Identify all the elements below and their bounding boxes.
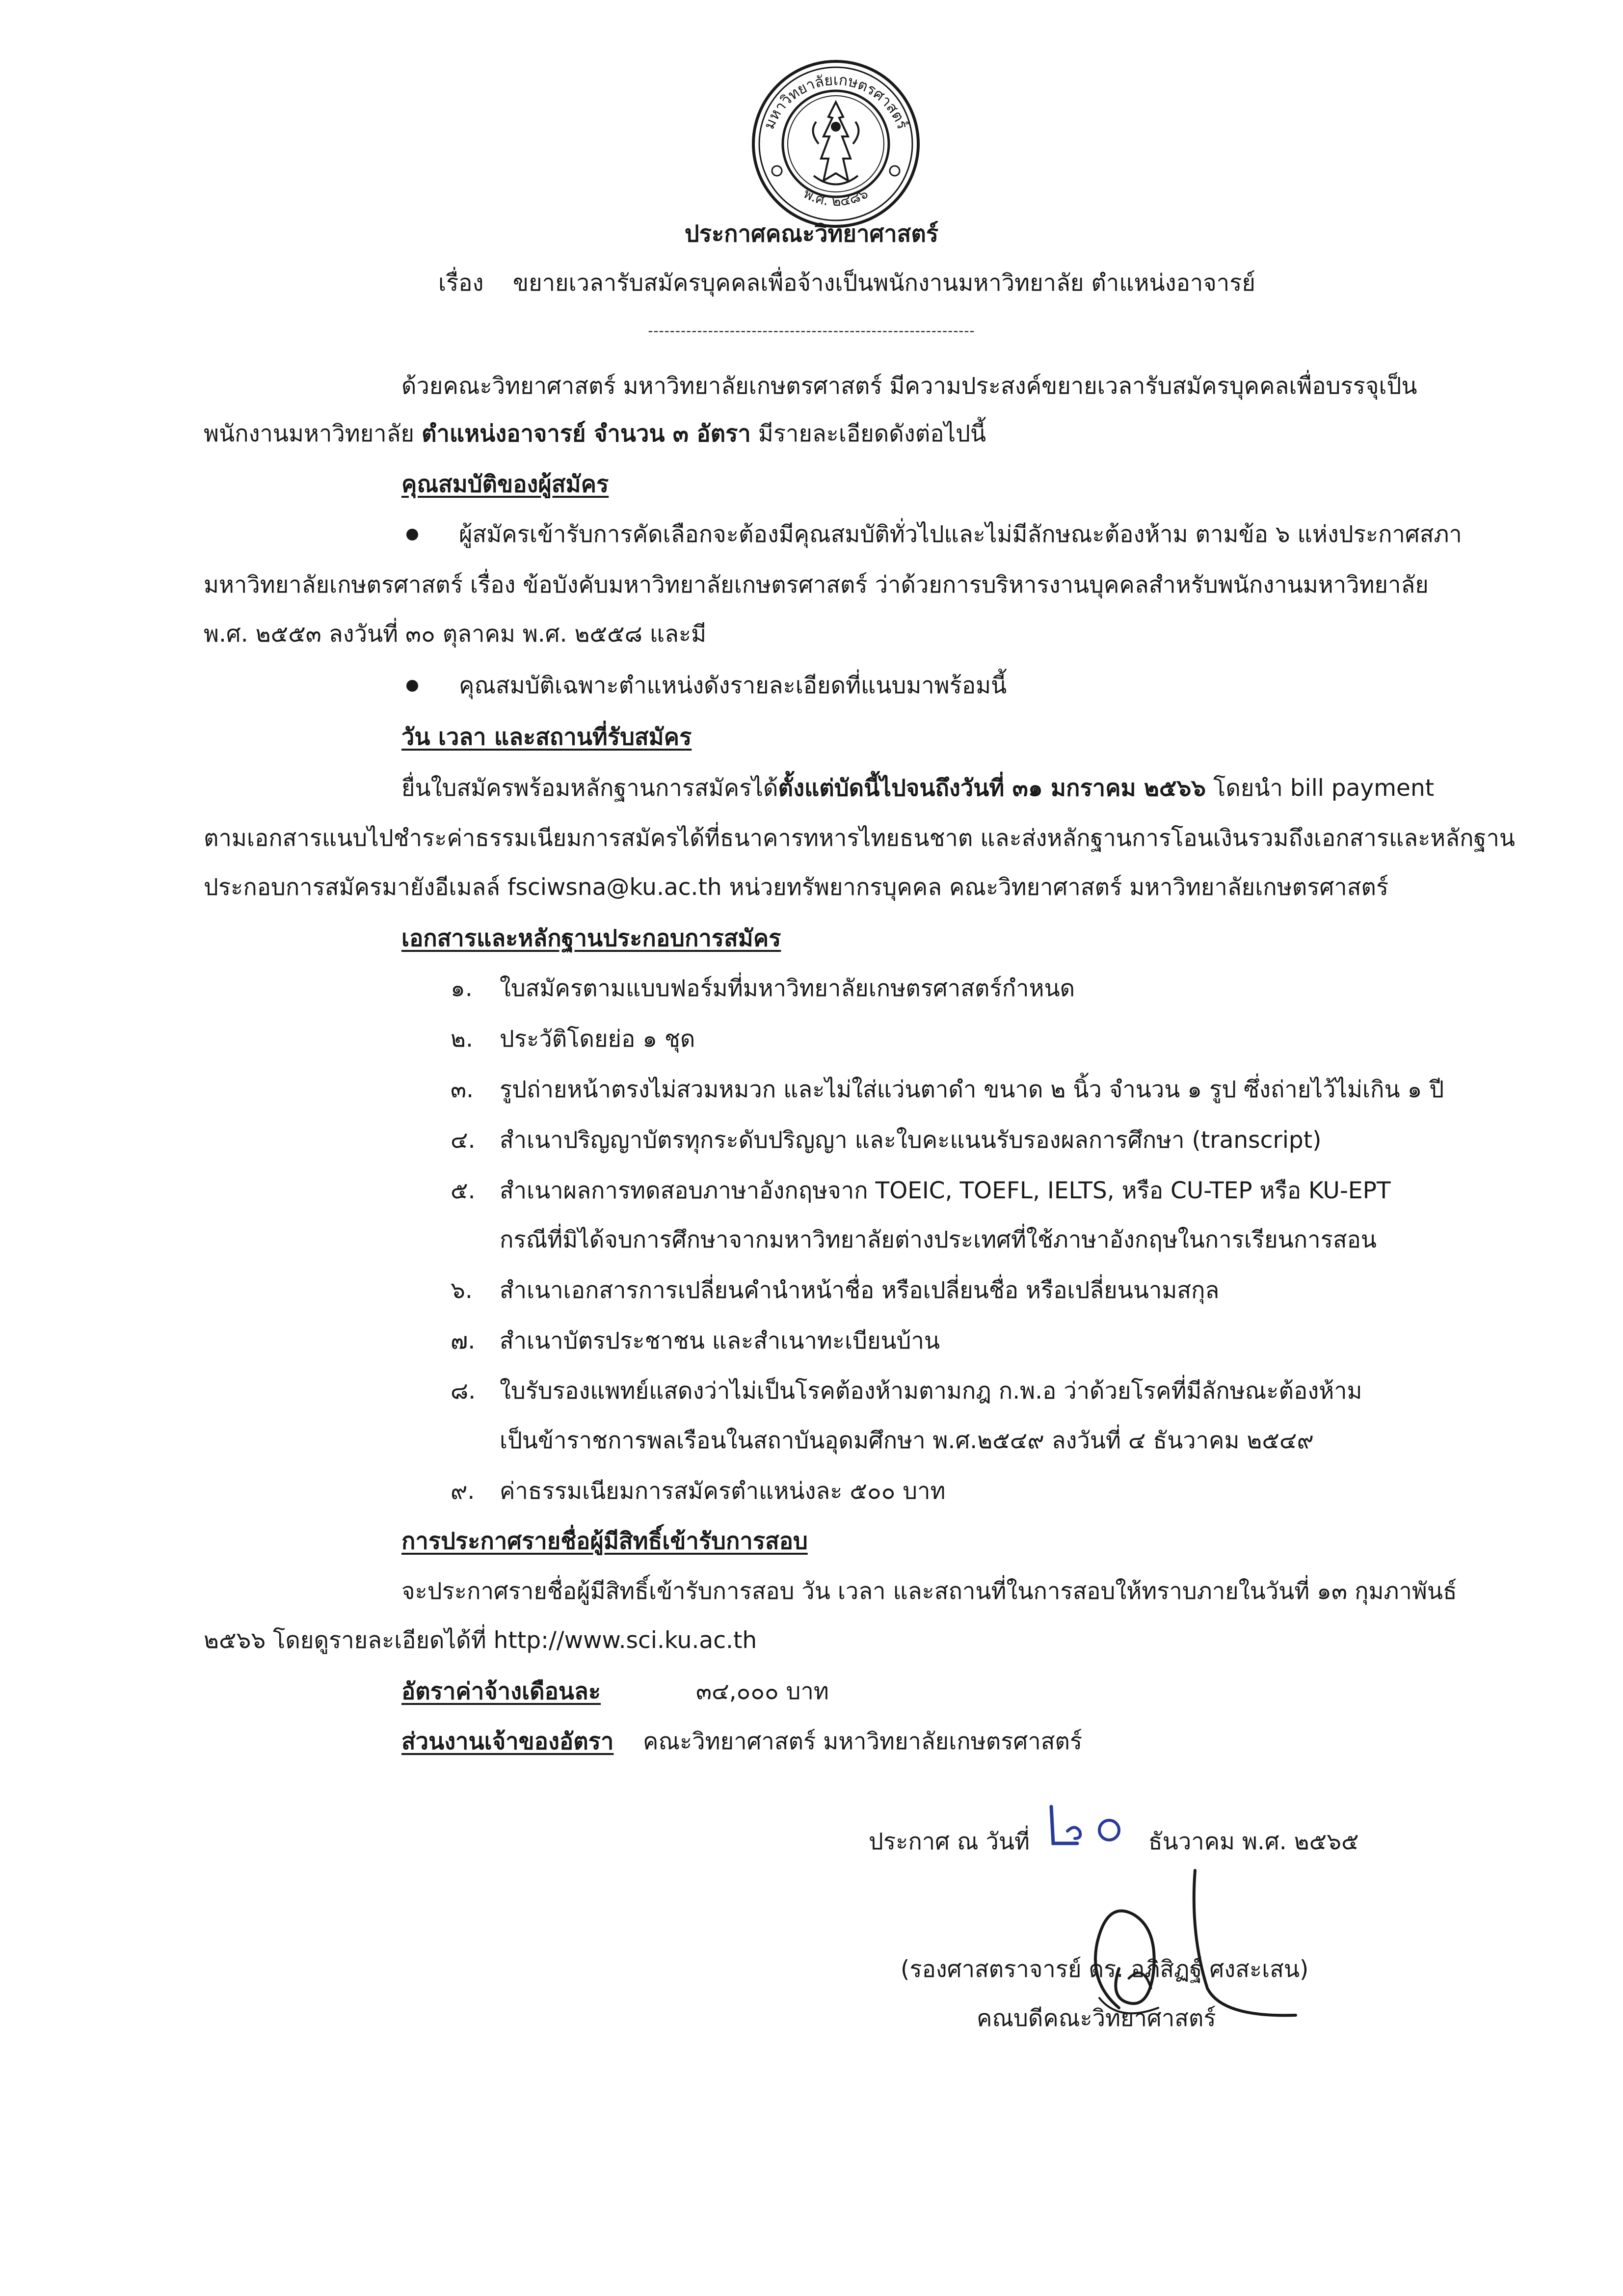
handwritten-date-day [1040,1797,1139,1851]
announcement-title: ประกาศคณะวิทยาศาสตร์ [684,220,939,247]
qualification-2: คุณสมบัติเฉพาะตำแหน่งดังรายละเอียดที่แนบมาพร้อมนี้ [459,672,1007,699]
document-item-number: ๘. [451,1378,476,1405]
application-heading: วัน เวลา และสถานที่รับสมัคร [401,724,692,751]
document-item-number: ๗. [451,1327,476,1354]
document-item-number: ๒. [451,1026,473,1053]
header-separator: ------------------------------------------------------------ [648,323,975,339]
signer-name: (รองศาสตราจารย์ ดร. อภิสิฏฐ์ ศงสะเสน) [901,1956,1309,1983]
seal-year-text: พ.ศ. ๒๔๘๖ [800,185,871,210]
intro-line-2-a: พนักงานมหาวิทยาลัย [204,420,422,447]
document-item-number: ๔. [451,1127,476,1154]
document-item-text: ใบสมัครตามแบบฟอร์มที่มหาวิทยาลัยเกษตรศาสตร์กำหนด [500,975,1075,1002]
signer-title: คณบดีคณะวิทยาศาสตร์ [977,2005,1216,2032]
document-item-number: ๕. [451,1177,476,1204]
university-seal-icon [750,58,922,230]
intro-line-2 [204,422,986,445]
subject-text: ขยายเวลารับสมัครบุคคลเพื่อจ้างเป็นพนักงานมหาวิทยาลัย ตำแหน่งอาจารย์ [513,270,1255,297]
seal-ring-text: มหาวิทยาลัยเกษตรศาสตร์ [760,71,911,132]
signoff-date-prefix: ประกาศ ณ วันที่ [869,1828,1030,1855]
bullet-icon [406,680,418,692]
application-line-1-a: ยื่นใบสมัครพร้อมหลักฐานการสมัครได้ [401,775,778,802]
signature-image [1060,1861,1355,2027]
application-deadline: ตั้งแต่บัดนี้ไปจนถึงวันที่ ๓๑ มกราคม ๒๕๖๖ [778,775,1206,802]
qualifications-heading: คุณสมบัติของผู้สมัคร [401,471,609,498]
document-item-number: ๖. [451,1277,473,1304]
document-item-text: สำเนาปริญญาบัตรทุกระดับปริญญา และใบคะแนนรับรองผลการศึกษา (transcript) [500,1127,1322,1154]
qualification-1-line-3: พ.ศ. ๒๕๕๓ ลงวันที่ ๓๐ ตุลาคม พ.ศ. ๒๕๕๘ และมี [204,621,707,648]
exam-line-1: จะประกาศรายชื่อผู้มีสิทธิ์เข้ารับการสอบ วัน เวลา และสถานที่ในการสอบให้ทราบภายในวันที่ ๑๓ กุมภาพันธ์ [401,1578,1457,1605]
document-item-number: ๓. [451,1076,474,1103]
application-line-1 [401,777,1434,800]
intro-line-2-c: มีรายละเอียดดังต่อไปนี้ [750,420,986,447]
document-item-text-cont: กรณีที่มิได้จบการศึกษาจากมหาวิทยาลัยต่างประเทศที่ใช้ภาษาอังกฤษในการเรียนการสอน [500,1226,1377,1253]
signoff-date-suffix: ธันวาคม พ.ศ. ๒๕๖๕ [1148,1828,1359,1855]
salary-label: อัตราค่าจ้างเดือนละ [401,1678,601,1705]
subject-label: เรื่อง [438,270,484,297]
owner-value: คณะวิทยาศาสตร์ มหาวิทยาลัยเกษตรศาสตร์ [643,1728,1083,1755]
intro-line-1: ด้วยคณะวิทยาศาสตร์ มหาวิทยาลัยเกษตรศาสตร์ มีความประสงค์ขยายเวลารับสมัครบุคคลเพื่อบรรจุเป็น [401,373,1417,400]
qualification-1-line-2: มหาวิทยาลัยเกษตรศาสตร์ เรื่อง ข้อบังคับมหาวิทยาลัยเกษตรศาสตร์ ว่าด้วยการบริหารงานบุคคลสำหรับพนักงานมหาวิทยาลัย [204,571,1429,598]
owner-label: ส่วนงานเจ้าของอัตรา [401,1728,614,1755]
intro-positions-count: ตำแหน่งอาจารย์ จำนวน ๓ อัตรา [421,420,751,447]
application-line-3: ประกอบการสมัครมายังอีเมลล์ fsciwsna@ku.ac.th หน่วยทรัพยากรบุคคล คณะวิทยาศาสตร์ มหาวิทยาลัยเกษตรศาสตร์ [204,874,1389,901]
exam-line-2: ๒๕๖๖ โดยดูรายละเอียดได้ที่ http://www.sci.ku.ac.th [204,1627,757,1654]
qualification-1-line-1: ผู้สมัครเข้ารับการคัดเลือกจะต้องมีคุณสมบัติทั่วไปและไม่มีลักษณะต้องห้าม ตามข้อ ๖ แห่งประกาศสภา [459,521,1462,548]
salary-value: ๓๔,๐๐๐ บาท [696,1678,829,1705]
document-item-text: ประวัติโดยย่อ ๑ ชุด [500,1026,695,1053]
document-item-text: รูปถ่ายหน้าตรงไม่สวมหมวก และไม่ใส่แว่นตาดำ ขนาด ๒ นิ้ว จำนวน ๑ รูป ซึ่งถ่ายไว้ไม่เกิน ๑ ปี [500,1076,1444,1103]
document-item-text: ค่าธรรมเนียมการสมัครตำแหน่งละ ๕๐๐ บาท [500,1478,946,1505]
document-item-text: สำเนาเอกสารการเปลี่ยนคำนำหน้าชื่อ หรือเปลี่ยนชื่อ หรือเปลี่ยนนามสกุล [500,1277,1220,1304]
document-item-text-cont: เป็นข้าราชการพลเรือนในสถาบันอุดมศึกษา พ.ศ.๒๕๔๙ ลงวันที่ ๔ ธันวาคม ๒๕๔๙ [500,1427,1314,1454]
document-item-text: ใบรับรองแพทย์แสดงว่าไม่เป็นโรคต้องห้ามตามกฎ ก.พ.อ ว่าด้วยโรคที่มีลักษณะต้องห้าม [500,1378,1362,1405]
documents-heading: เอกสารและหลักฐานประกอบการสมัคร [401,925,781,952]
document-item-number: ๙. [451,1478,475,1505]
document-item-text: สำเนาผลการทดสอบภาษาอังกฤษจาก TOEIC, TOEFL, IELTS, หรือ CU-TEP หรือ KU-EPT [500,1177,1391,1204]
application-line-1-c: โดยนำ bill payment [1206,775,1435,802]
document-item-text: สำเนาบัตรประชาชน และสำเนาทะเบียนบ้าน [500,1327,940,1354]
document-item-number: ๑. [451,975,473,1002]
exam-heading: การประกาศรายชื่อผู้มีสิทธิ์เข้ารับการสอบ [401,1528,808,1555]
application-line-2: ตามเอกสารแนบไปชำระค่าธรรมเนียมการสมัครได้ที่ธนาคารทหารไทยธนชาต และส่งหลักฐานการโอนเงินรวมถึงเอกสารและหลักฐาน [204,825,1516,852]
bullet-icon [406,529,418,540]
